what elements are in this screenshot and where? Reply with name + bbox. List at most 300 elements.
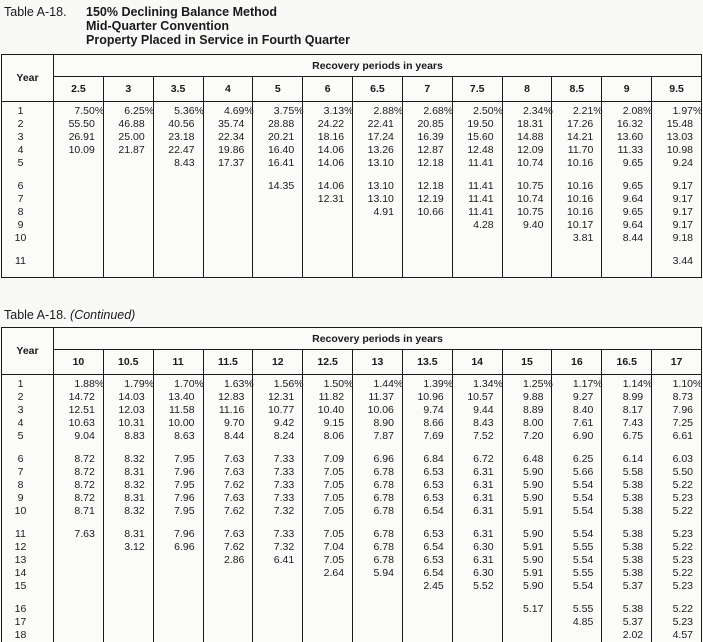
rate-cell: 11.41 xyxy=(452,180,502,193)
rate-cell: 6.53 xyxy=(402,466,452,479)
rate-cell: 8.99 xyxy=(602,391,652,404)
rate-cell: 10.16 xyxy=(552,157,602,170)
continued-title xyxy=(4,308,703,322)
row-group-gap-cell xyxy=(303,245,353,255)
rate-cell: 7.05 xyxy=(303,554,353,567)
period-column-header: 6 xyxy=(303,77,353,102)
table-row xyxy=(2,180,702,193)
table-row xyxy=(2,603,702,616)
depreciation-table-q4 xyxy=(1,54,702,278)
rate-cell: 5.66 xyxy=(552,466,602,479)
row-group-gap-cell xyxy=(153,443,203,453)
table-row xyxy=(2,391,702,404)
table-row xyxy=(2,505,702,518)
rate-cell: 11.41 xyxy=(452,206,502,219)
rate-cell: 8.90 xyxy=(353,417,403,430)
rate-cell: 6.14 xyxy=(602,453,652,466)
year-cell: 5 xyxy=(2,157,54,170)
row-group-gap-cell xyxy=(552,443,602,453)
rate-cell: 8.63 xyxy=(153,430,203,443)
rate-cell xyxy=(303,219,353,232)
rate-cell xyxy=(153,180,203,193)
year-cell: 4 xyxy=(2,144,54,157)
row-group-gap-cell xyxy=(402,518,452,528)
rate-cell: 7.09 xyxy=(303,453,353,466)
year-cell: 18 xyxy=(2,629,54,642)
rate-cell: 8.43 xyxy=(452,417,502,430)
rate-cell xyxy=(54,541,104,554)
rate-cell xyxy=(203,232,253,245)
rate-cell xyxy=(153,603,203,616)
rate-cell xyxy=(153,629,203,642)
rate-cell: 14.06 xyxy=(303,144,353,157)
rate-cell xyxy=(402,232,452,245)
table-title-block xyxy=(0,0,703,54)
period-column-header: 16.5 xyxy=(602,350,652,375)
rate-cell xyxy=(353,616,403,629)
rate-cell xyxy=(253,616,303,629)
rate-cell: 12.18 xyxy=(402,180,452,193)
rate-cell: 10.63 xyxy=(54,417,104,430)
rate-cell xyxy=(253,629,303,642)
rate-cell: 7.33 xyxy=(253,466,303,479)
rate-cell xyxy=(103,232,153,245)
rate-cell: 12.51 xyxy=(54,404,104,417)
table-row xyxy=(2,616,702,629)
rate-cell: 9.42 xyxy=(253,417,303,430)
rate-cell: 16.40 xyxy=(253,144,303,157)
table-row xyxy=(2,157,702,170)
row-group-gap-cell xyxy=(2,443,54,453)
rate-cell: 6.84 xyxy=(402,453,452,466)
rate-cell xyxy=(54,616,104,629)
rate-cell: 5.38 xyxy=(602,554,652,567)
rate-cell: 8.83 xyxy=(103,430,153,443)
rate-cell: 7.05 xyxy=(303,528,353,541)
period-column-header: 5 xyxy=(253,77,303,102)
rate-cell: 5.91 xyxy=(502,505,552,518)
rate-cell xyxy=(153,554,203,567)
rate-cell: 8.66 xyxy=(402,417,452,430)
rate-cell xyxy=(103,206,153,219)
rate-cell: 5.50 xyxy=(652,466,702,479)
rate-cell: 6.78 xyxy=(353,479,403,492)
rate-cell: 10.16 xyxy=(552,180,602,193)
rate-cell: 10.40 xyxy=(303,404,353,417)
table-row xyxy=(2,118,702,131)
row-group-gap-cell xyxy=(502,593,552,603)
rate-cell: 10.16 xyxy=(552,193,602,206)
row-group-gap-cell xyxy=(602,245,652,255)
rate-cell: 6.78 xyxy=(353,554,403,567)
rate-cell: 6.31 xyxy=(452,505,502,518)
rate-cell: 6.78 xyxy=(353,541,403,554)
rate-cell: 9.64 xyxy=(602,193,652,206)
rate-cell xyxy=(303,616,353,629)
rate-cell: 1.97% xyxy=(652,102,702,119)
rate-cell: 11.70 xyxy=(552,144,602,157)
rate-cell: 8.89 xyxy=(502,404,552,417)
rate-cell xyxy=(253,255,303,278)
table-row xyxy=(2,528,702,541)
table-row xyxy=(2,102,702,119)
year-cell: 6 xyxy=(2,180,54,193)
rate-cell: 7.96 xyxy=(153,492,203,505)
rate-cell: 8.31 xyxy=(103,492,153,505)
rate-cell: 8.06 xyxy=(303,430,353,443)
rate-cell: 2.02 xyxy=(602,629,652,642)
rate-cell: 17.26 xyxy=(552,118,602,131)
row-group-gap-cell xyxy=(2,170,54,180)
rate-cell xyxy=(253,193,303,206)
year-cell: 14 xyxy=(2,567,54,580)
rate-cell xyxy=(452,232,502,245)
rate-cell xyxy=(153,219,203,232)
rate-cell xyxy=(502,255,552,278)
rate-cell: 1.70% xyxy=(153,375,203,392)
rate-cell: 12.19 xyxy=(402,193,452,206)
year-cell: 4 xyxy=(2,417,54,430)
rate-cell: 6.54 xyxy=(402,505,452,518)
table-title-lines xyxy=(86,5,350,47)
title-line-convention: Mid-Quarter Convention xyxy=(86,19,230,33)
row-group-gap-cell xyxy=(203,245,253,255)
rate-cell: 9.74 xyxy=(402,404,452,417)
rate-cell: 1.63% xyxy=(203,375,253,392)
rate-cell xyxy=(452,255,502,278)
row-group-gap-cell xyxy=(402,443,452,453)
rate-cell xyxy=(253,219,303,232)
rate-cell xyxy=(203,580,253,593)
rate-cell: 8.24 xyxy=(253,430,303,443)
period-column-header: 16 xyxy=(552,350,602,375)
table-row xyxy=(2,375,702,392)
rate-cell: 6.78 xyxy=(353,528,403,541)
table-row xyxy=(2,232,702,245)
row-group-gap-cell xyxy=(452,443,502,453)
rate-cell xyxy=(353,255,403,278)
rate-cell: 14.03 xyxy=(103,391,153,404)
rate-cell: 5.38 xyxy=(602,603,652,616)
rate-cell: 7.61 xyxy=(552,417,602,430)
rate-cell: 5.22 xyxy=(652,541,702,554)
rate-cell: 9.65 xyxy=(602,180,652,193)
row-group-gap-cell xyxy=(103,443,153,453)
rate-cell: 10.31 xyxy=(103,417,153,430)
row-group-gap-cell xyxy=(203,518,253,528)
rate-cell: 13.10 xyxy=(353,193,403,206)
rate-cell: 17.24 xyxy=(353,131,403,144)
row-group-gap-cell xyxy=(402,170,452,180)
period-column-header: 3 xyxy=(103,77,153,102)
rate-cell: 7.63 xyxy=(203,466,253,479)
rate-cell: 8.00 xyxy=(502,417,552,430)
rate-cell: 19.86 xyxy=(203,144,253,157)
rate-cell: 15.48 xyxy=(652,118,702,131)
rate-cell: 10.57 xyxy=(452,391,502,404)
table-row xyxy=(2,404,702,417)
rate-cell xyxy=(103,616,153,629)
rate-cell xyxy=(203,180,253,193)
row-group-gap-cell xyxy=(203,170,253,180)
table-row xyxy=(2,629,702,642)
rate-cell: 11.33 xyxy=(602,144,652,157)
period-column-header: 10.5 xyxy=(103,350,153,375)
rate-cell xyxy=(303,206,353,219)
rate-cell xyxy=(303,603,353,616)
rate-cell xyxy=(54,255,104,278)
depreciation-table-q4-continued xyxy=(1,327,702,642)
rate-cell: 10.00 xyxy=(153,417,203,430)
rate-cell xyxy=(303,255,353,278)
rate-cell: 9.88 xyxy=(502,391,552,404)
rate-cell: 18.16 xyxy=(303,131,353,144)
rate-cell: 3.13% xyxy=(303,102,353,119)
rate-cell: 5.58 xyxy=(602,466,652,479)
rate-cell: 5.90 xyxy=(502,492,552,505)
rate-cell: 9.64 xyxy=(602,219,652,232)
rate-cell: 10.75 xyxy=(502,180,552,193)
rate-cell: 7.69 xyxy=(402,430,452,443)
table-row xyxy=(2,417,702,430)
rate-cell: 2.08% xyxy=(602,102,652,119)
rate-cell: 8.17 xyxy=(602,404,652,417)
rate-cell: 7.96 xyxy=(153,466,203,479)
year-cell: 7 xyxy=(2,466,54,479)
row-group-gap-cell xyxy=(103,170,153,180)
rate-cell: 9.65 xyxy=(602,206,652,219)
rate-cell xyxy=(303,232,353,245)
row-group-gap-cell xyxy=(353,593,403,603)
rate-cell: 20.85 xyxy=(402,118,452,131)
table-row xyxy=(2,492,702,505)
year-cell: 3 xyxy=(2,131,54,144)
rate-cell: 6.90 xyxy=(552,430,602,443)
row-group-gap xyxy=(2,245,702,255)
row-group-gap-cell xyxy=(602,593,652,603)
year-cell: 8 xyxy=(2,206,54,219)
period-column-header: 11.5 xyxy=(203,350,253,375)
rate-cell xyxy=(602,255,652,278)
rate-cell xyxy=(203,219,253,232)
table-row xyxy=(2,430,702,443)
period-column-header: 6.5 xyxy=(353,77,403,102)
year-cell: 5 xyxy=(2,430,54,443)
rate-cell: 22.34 xyxy=(203,131,253,144)
row-group-gap-cell xyxy=(652,245,702,255)
row-group-gap xyxy=(2,443,702,453)
rate-cell: 6.31 xyxy=(452,466,502,479)
year-cell: 6 xyxy=(2,453,54,466)
year-cell: 1 xyxy=(2,102,54,119)
period-column-header: 2.5 xyxy=(54,77,104,102)
rate-cell: 28.88 xyxy=(253,118,303,131)
rate-cell xyxy=(103,157,153,170)
rate-cell xyxy=(54,567,104,580)
rate-cell: 6.53 xyxy=(402,554,452,567)
row-group-gap-cell xyxy=(2,245,54,255)
row-group-gap-cell xyxy=(153,170,203,180)
rate-cell: 8.40 xyxy=(552,404,602,417)
table-row xyxy=(2,567,702,580)
row-group-gap-cell xyxy=(2,518,54,528)
rate-cell: 14.21 xyxy=(552,131,602,144)
rate-cell: 1.44% xyxy=(353,375,403,392)
rate-cell: 8.32 xyxy=(103,453,153,466)
rate-cell: 13.10 xyxy=(353,157,403,170)
year-cell: 2 xyxy=(2,118,54,131)
rate-cell: 5.90 xyxy=(502,466,552,479)
rate-cell: 9.65 xyxy=(602,157,652,170)
rate-cell: 6.53 xyxy=(402,479,452,492)
rate-cell: 7.33 xyxy=(253,479,303,492)
row-group-gap-cell xyxy=(652,593,702,603)
rate-cell: 5.38 xyxy=(602,479,652,492)
rate-cell: 9.70 xyxy=(203,417,253,430)
rate-cell: 5.55 xyxy=(552,567,602,580)
rate-cell: 55.50 xyxy=(54,118,104,131)
rate-cell: 5.90 xyxy=(502,479,552,492)
rate-cell: 3.12 xyxy=(103,541,153,554)
rate-cell: 10.09 xyxy=(54,144,104,157)
title-line-quarter: Property Placed in Service in Fourth Quarter xyxy=(86,33,350,47)
rate-cell: 23.18 xyxy=(153,131,203,144)
row-group-gap-cell xyxy=(353,170,403,180)
rate-cell: 5.55 xyxy=(552,541,602,554)
rate-cell xyxy=(552,629,602,642)
row-group-gap-cell xyxy=(253,245,303,255)
year-cell: 3 xyxy=(2,404,54,417)
row-group-gap-cell xyxy=(203,443,253,453)
rate-cell: 20.21 xyxy=(253,131,303,144)
rate-cell: 10.77 xyxy=(253,404,303,417)
row-group-gap-cell xyxy=(303,170,353,180)
rate-cell: 5.38 xyxy=(602,567,652,580)
rate-cell: 3.44 xyxy=(652,255,702,278)
rate-cell: 6.54 xyxy=(402,567,452,580)
rate-cell: 7.50% xyxy=(54,102,104,119)
rate-cell: 6.78 xyxy=(353,466,403,479)
rate-cell: 11.16 xyxy=(203,404,253,417)
rate-cell: 6.25 xyxy=(552,453,602,466)
rate-cell: 13.03 xyxy=(652,131,702,144)
rate-cell xyxy=(203,255,253,278)
rate-cell: 8.72 xyxy=(54,466,104,479)
rate-cell: 7.04 xyxy=(303,541,353,554)
rate-cell xyxy=(353,232,403,245)
rate-cell: 7.62 xyxy=(203,505,253,518)
period-column-header: 8.5 xyxy=(552,77,602,102)
table-row xyxy=(2,479,702,492)
rate-cell xyxy=(54,603,104,616)
row-group-gap-cell xyxy=(253,593,303,603)
rate-cell: 2.64 xyxy=(303,567,353,580)
rate-cell: 12.31 xyxy=(303,193,353,206)
row-group-gap-cell xyxy=(54,170,104,180)
rate-cell: 10.75 xyxy=(502,206,552,219)
row-group-gap-cell xyxy=(54,593,104,603)
rate-cell xyxy=(253,232,303,245)
rate-cell: 6.96 xyxy=(353,453,403,466)
rate-cell: 11.82 xyxy=(303,391,353,404)
rate-cell xyxy=(402,219,452,232)
rate-cell: 14.06 xyxy=(303,157,353,170)
rate-cell: 10.17 xyxy=(552,219,602,232)
row-group-gap-cell xyxy=(253,170,303,180)
rate-cell: 2.34% xyxy=(502,102,552,119)
period-column-header: 13 xyxy=(353,350,403,375)
rate-cell xyxy=(54,219,104,232)
year-cell: 9 xyxy=(2,219,54,232)
rate-cell: 9.17 xyxy=(652,206,702,219)
row-group-gap-cell xyxy=(54,518,104,528)
row-group-gap-cell xyxy=(153,518,203,528)
rate-cell xyxy=(103,255,153,278)
rate-cell: 5.22 xyxy=(652,505,702,518)
row-group-gap-cell xyxy=(502,245,552,255)
rate-cell xyxy=(54,554,104,567)
period-column-header: 9 xyxy=(602,77,652,102)
table-row xyxy=(2,541,702,554)
continued-suffix: (Continued) xyxy=(70,308,136,322)
rate-cell: 7.63 xyxy=(203,528,253,541)
rate-cell: 7.43 xyxy=(602,417,652,430)
rate-cell: 12.87 xyxy=(402,144,452,157)
rate-cell xyxy=(103,567,153,580)
rate-cell: 6.75 xyxy=(602,430,652,443)
rate-cell: 7.33 xyxy=(253,453,303,466)
rate-cell: 5.90 xyxy=(502,528,552,541)
rate-cell: 5.17 xyxy=(502,603,552,616)
row-group-gap-cell xyxy=(54,443,104,453)
rate-cell: 5.54 xyxy=(552,505,602,518)
rate-cell xyxy=(353,219,403,232)
rate-cell xyxy=(54,180,104,193)
rate-cell: 9.15 xyxy=(303,417,353,430)
rate-cell: 7.05 xyxy=(303,492,353,505)
row-group-gap-cell xyxy=(203,593,253,603)
year-cell: 10 xyxy=(2,232,54,245)
rate-cell: 5.54 xyxy=(552,528,602,541)
rate-cell: 9.17 xyxy=(652,193,702,206)
row-group-gap-cell xyxy=(502,443,552,453)
rate-cell: 22.47 xyxy=(153,144,203,157)
rate-cell: 8.44 xyxy=(203,430,253,443)
rate-cell: 11.41 xyxy=(452,193,502,206)
rate-cell: 9.24 xyxy=(652,157,702,170)
rate-cell: 5.90 xyxy=(502,554,552,567)
rate-cell: 5.38 xyxy=(602,505,652,518)
year-cell: 13 xyxy=(2,554,54,567)
rate-cell: 1.56% xyxy=(253,375,303,392)
row-group-gap-cell xyxy=(452,170,502,180)
rate-cell: 5.94 xyxy=(353,567,403,580)
row-group-gap-cell xyxy=(652,443,702,453)
rate-cell: 8.31 xyxy=(103,528,153,541)
rate-cell: 7.33 xyxy=(253,492,303,505)
year-cell: 9 xyxy=(2,492,54,505)
rate-cell xyxy=(303,580,353,593)
rate-cell: 5.22 xyxy=(652,479,702,492)
rate-cell: 13.60 xyxy=(602,131,652,144)
rate-cell: 1.50% xyxy=(303,375,353,392)
rate-cell: 12.31 xyxy=(253,391,303,404)
year-cell: 15 xyxy=(2,580,54,593)
rate-cell: 5.37 xyxy=(602,616,652,629)
rate-cell: 16.39 xyxy=(402,131,452,144)
period-column-header: 13.5 xyxy=(402,350,452,375)
period-column-header: 8 xyxy=(502,77,552,102)
